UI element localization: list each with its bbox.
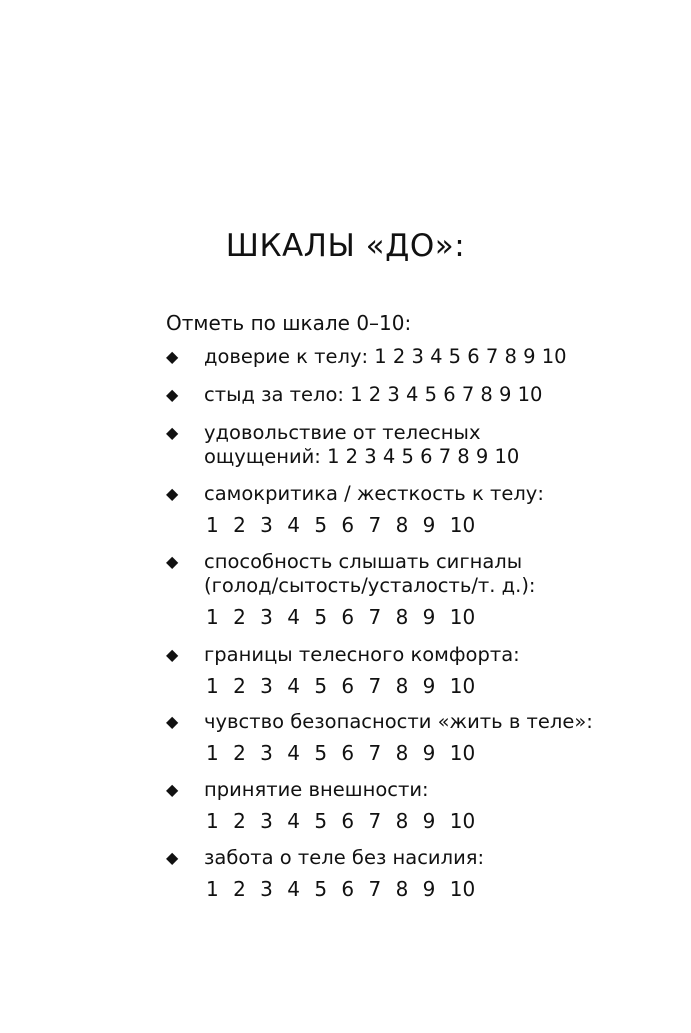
- item-text: доверие к телу: 1 2 3 4 5 6 7 8 9 10: [204, 345, 567, 368]
- rating-scale: 1 2 3 4 5 6 7 8 9 10: [206, 741, 476, 765]
- diamond-bullet-icon: ◆: [166, 347, 179, 366]
- diamond-bullet-icon: ◆: [166, 645, 179, 664]
- item-text: стыд за тело: 1 2 3 4 5 6 7 8 9 10: [204, 383, 543, 406]
- rating-scale: 1 2 3 4 5 6 7 8 9 10: [206, 513, 476, 537]
- diamond-bullet-icon: ◆: [166, 423, 179, 442]
- item-text: самокритика / жесткость к телу:: [204, 482, 544, 505]
- item-text: границы телесного комфорта:: [204, 643, 520, 666]
- item-text: забота о теле без насилия:: [204, 846, 485, 869]
- rating-scale: 1 2 3 4 5 6 7 8 9 10: [206, 605, 476, 629]
- item-text: способность слышать сигналы: [204, 550, 523, 573]
- diamond-bullet-icon: ◆: [166, 848, 179, 867]
- rating-scale: 1 2 3 4 5 6 7 8 9 10: [206, 809, 476, 833]
- item-text-line2: ощущений: 1 2 3 4 5 6 7 8 9 10: [204, 445, 520, 468]
- diamond-bullet-icon: ◆: [166, 552, 179, 571]
- rating-scale: 1 2 3 4 5 6 7 8 9 10: [206, 877, 476, 901]
- page-title: ШКАЛЫ «ДО»:: [225, 228, 466, 264]
- intro-text: Отметь по шкале 0–10:: [166, 311, 412, 335]
- item-text-line2: (голод/сытость/усталость/т. д.):: [204, 574, 536, 597]
- diamond-bullet-icon: ◆: [166, 780, 179, 799]
- item-text: чувство безопасности «жить в теле»:: [204, 710, 593, 733]
- diamond-bullet-icon: ◆: [166, 484, 179, 503]
- item-text: принятие внешности:: [204, 778, 429, 801]
- item-text: удовольствие от телесных: [204, 421, 481, 444]
- rating-scale: 1 2 3 4 5 6 7 8 9 10: [206, 674, 476, 698]
- diamond-bullet-icon: ◆: [166, 385, 179, 404]
- diamond-bullet-icon: ◆: [166, 712, 179, 731]
